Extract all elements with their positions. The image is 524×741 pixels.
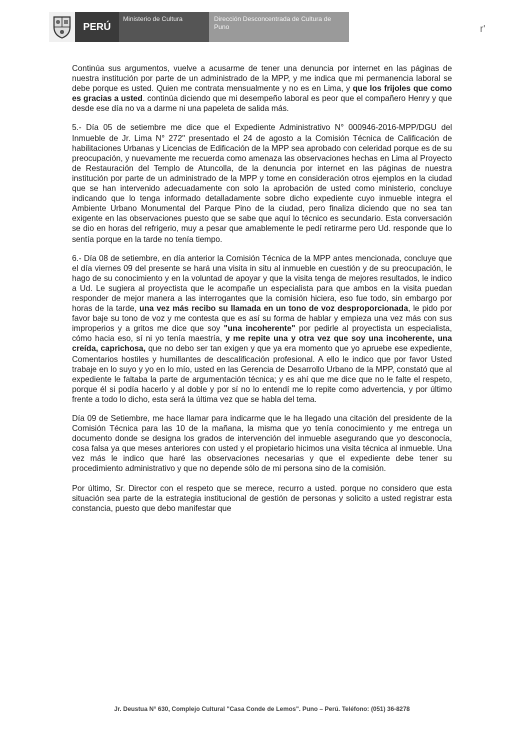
paragraph [72,484,452,514]
paragraph [72,64,452,114]
footer-address: Jr. Deustua N° 630, Complejo Cultural "Casa Conde de Lemos". Puno – Perú. Teléfono: (051) 36-8278 [114,706,410,713]
ministry-label: Ministerio de Cultura [119,12,209,42]
text-segment: Día 09 de Setiembre, me hace llamar para indicarme que le ha llegado una citación del presidente de la Comisión Técnica para las 10 de la mañana, la misma que yo tenía conocimiento y me entrega un documento donde se designa los grados de intervención del inmueble asegurando que yo desconocía, cosa falsa ya que meses anteriores con usted y el propietario hicimos una visita técnica al inmueble. Una vez más le indico que haré las observaciones necesarias y que el expediente debe tener su procedimiento administrativo y que no depende sólo de mi persona sino de la comisión. [72,414,452,474]
bold-text: y me repite una y otra vez que soy una incoherente, una creída, caprichosa, [72,334,453,354]
text-segment: , le pido por favor baje su tono de voz y me contesta que es así su forma de hablar y empieza una vez más con sus improperios y a gritos me dice que soy [72,304,453,334]
paragraph [72,414,452,475]
text-segment: por pedirle al proyectista un especialista, cómo hacia eso, sí ni yo tenía maestría, [72,324,452,344]
document-body [72,64,452,523]
text-segment: 5.- Día 05 de setiembre me dice que el Expediente Administrativo N° 000946-2016-MPP/DGU del Inmueble de Jr. Lima N° 272" presentado el 24 de agosto a la Comisión Técnica de Calificación de habilitaciones Urbanas y Licencias de Edificación de la MPP sea aprobado con celeridad porque es de su preocupación, y nuevamente me recuerda como amenaza las observaciones hechas en Lima al Proyecto de Restauración del Templo de Atuncolla, de la denuncia por internet en las páginas de nuestra institución por parte de un administrado de la MPP y tome en consideración otros ejemplos en la ciudad que se han intervenido adecuadamente con solo la aprobación de usted como ministerio, concluye indicando que lo tenga informado detalladamente sobre dicho expediente cuyo inmueble integra el Ambiente Urbano Monumental del Parque Pino de la ciudad, pero finaliza diciendo que no sea tan exigente en las observaciones puesto que se sabe que aquí lo técnico es secundario. Esta conversación se dio en horas del refrigerio, muy a pesar que amablemente le pedí retirarme pero Ud. responde que lo sentía porque en la tarde no tenía tiempo. [72,123,452,244]
paragraph [72,254,452,405]
text-segment: 6.- Día 08 de setiembre, en día anterior la Comisión Técnica de la MPP antes mencionada, concluye que el día viernes 09 del presente se hará una visita in situ al inmueble en cuestión y de su preocupación, le hago de su conocimiento y en la voluntad de apoyar y que la visita tenga de mejores resultados, le indico a Ud. Le sugiera al proyectista que le acompañe un especialista para que ambos en la visita puedan responder de mejor manera a las interrogantes que la comisión hiciera, eso fue todo, sin embargo por horas de la tarde, [72,253,452,314]
country-label: PERÚ [75,12,119,42]
coat-of-arms-icon [49,12,75,42]
bold-text: "una incoherente" [223,324,296,334]
paragraph [72,123,452,244]
direction-label: Dirección Desconcentrada de Cultura de Puno [209,12,349,42]
margin-mark: r' [480,24,486,35]
letterhead [49,12,349,42]
text-segment: . continúa diciendo que mi desempeño laboral es peor que el compañero Henry y que desde ese día no va a darme ni una papeleta de salida más. [72,94,453,114]
text-segment: que no debo ser tan exigen y que ya era momento que yo apruebe ese expediente, Comentarios hostiles y humillantes de descalificación profesional. A ello le indico que por favor Usted trabaje en lo suyo y yo en lo mío, usted en las Gerencia de Desarrollo Urbano de la MPP, constató que al expediente le faltaba la parte de argumentación técnica; y es ahí que me dice que no le falte el respeto, porque él si podía hacerlo y al doble y por sí no lo entendí me lo repite como advertencia, y por último frente a todo lo dicho, esta será la última vez que se habla del tema. [72,344,452,404]
text-segment: Continúa sus argumentos, vuelve a acusarme de tener una denuncia por internet en las páginas de nuestra institución por parte de un administrado de la MPP, y me indica que mi permanencia laboral se debe porque es usted. Quien me contrata mensualmente y no es en Lima, y [72,64,452,94]
bold-text: que los frijoles que como es gracias a usted [72,84,452,104]
text-segment: Por último, Sr. Director con el respeto que se merece, recurro a usted. porque no considero que esta situación sea parte de la estrategia institucional de gestión de personas y solicito a usted registrar esta constancia, puesto que debo manifestar que [72,483,452,513]
bold-text: una vez más recibo su llamada en un tono de voz desproporcionada [139,304,409,314]
